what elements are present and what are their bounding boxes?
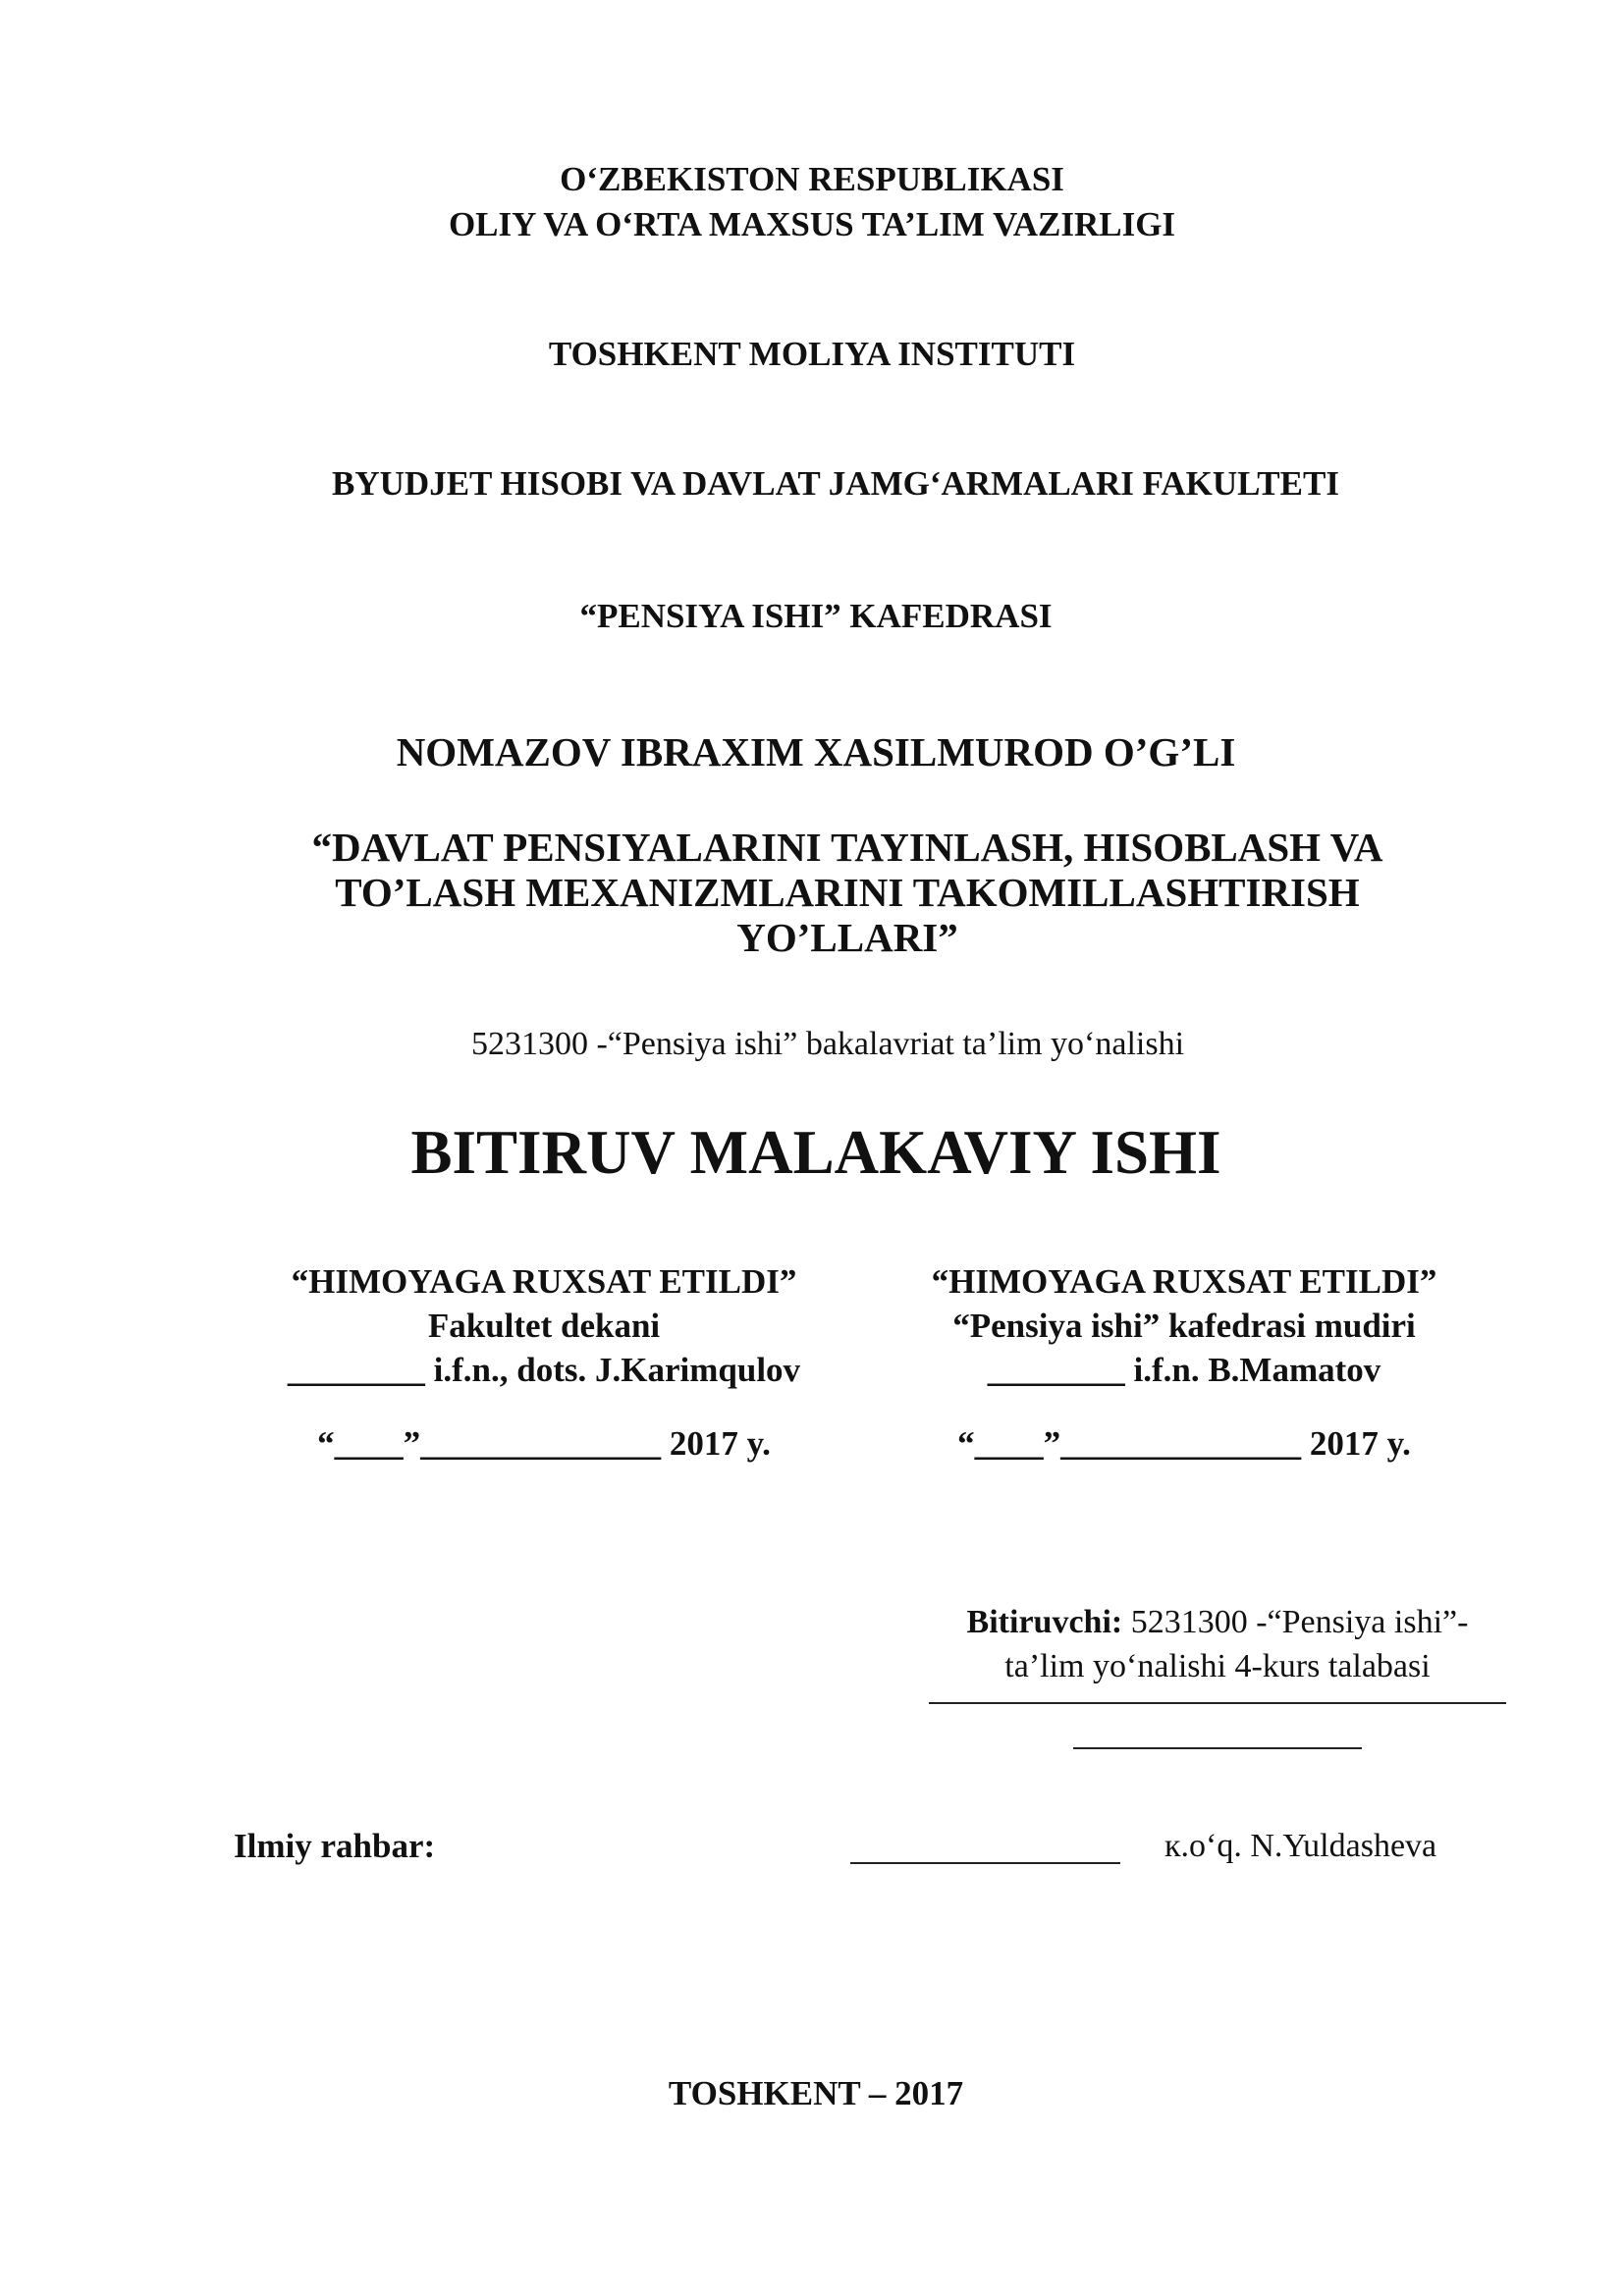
department-name: “PENSIYA ISHI” KAFEDRASI [579,597,1053,635]
work-type-title: BITIRUV MALAKAVIY ISHI [410,1118,1221,1187]
institute-name: TOSHKENT MOLIYA INSTITUTI [548,335,1076,373]
graduate-name-rule-short [1073,1747,1362,1749]
graduate-label: Bitiruvchi: [966,1604,1123,1640]
study-direction: 5231300 -“Pensiya ishi” bakalavriat ta’lim yo‘nalishi [470,1026,1185,1062]
faculty-name: BYUDJET HISOBI VA DAVLAT JAMG‘ARMALARI FAKULTETI [332,464,1339,503]
graduate-line-1 [864,1600,1571,1644]
graduate-direction: 5231300 -“Pensiya ishi”- [1122,1604,1469,1640]
approval-signature: ________ i.f.n. B.Mamatov [987,1351,1381,1389]
approval-date: “____”______________ 2017 y. [957,1424,1411,1463]
thesis-title-line-2: TO’LASH MEXANIZMLARINI TAKOMILLASHTIRISH [335,870,1360,915]
thesis-title-line-1: “DAVLAT PENSIYALARINI TAYINLASH, HISOBLASH VA [311,825,1383,870]
approval-role: Fakultet dekani [427,1307,661,1345]
thesis-title-line-3: YO’LLARI” [736,915,958,960]
author-name: NOMAZOV IBRAXIM XASILMUROD O’G’LI [396,729,1236,774]
approval-role: “Pensiya ishi” kafedrasi mudiri [952,1307,1416,1345]
supervisor-signature-rule [850,1862,1120,1864]
ministry-line-2: OLIY VA O‘RTA MAXSUS TA’LIM VAZIRLIGI [448,205,1176,243]
approval-heading: “HIMOYAGA RUXSAT ETILDI” [291,1262,797,1301]
supervisor-label: Ilmiy rahbar: [234,1827,436,1865]
supervisor-name: к.o‘q. N.Yuldasheva [1164,1828,1437,1864]
graduate-line-2: ta’lim yo‘nalishi 4-kurs talabasi [1004,1648,1431,1684]
approval-heading: “HIMOYAGA RUXSAT ETILDI” [931,1262,1437,1301]
approval-block-department-head [870,1259,1498,1466]
ministry-heading [0,157,1624,247]
approval-block-dean [230,1259,858,1466]
approval-signature: ________ i.f.n., dots. J.Karimqulov [287,1351,801,1389]
footer-city-year: TOSHKENT – 2017 [668,2074,964,2112]
graduate-name-rule [929,1702,1506,1704]
graduate-block [864,1600,1571,1749]
ministry-line-1: O‘ZBEKISTON RESPUBLIKASI [560,160,1064,198]
approval-date: “____”______________ 2017 y. [317,1424,771,1463]
thesis-title [35,825,1624,960]
